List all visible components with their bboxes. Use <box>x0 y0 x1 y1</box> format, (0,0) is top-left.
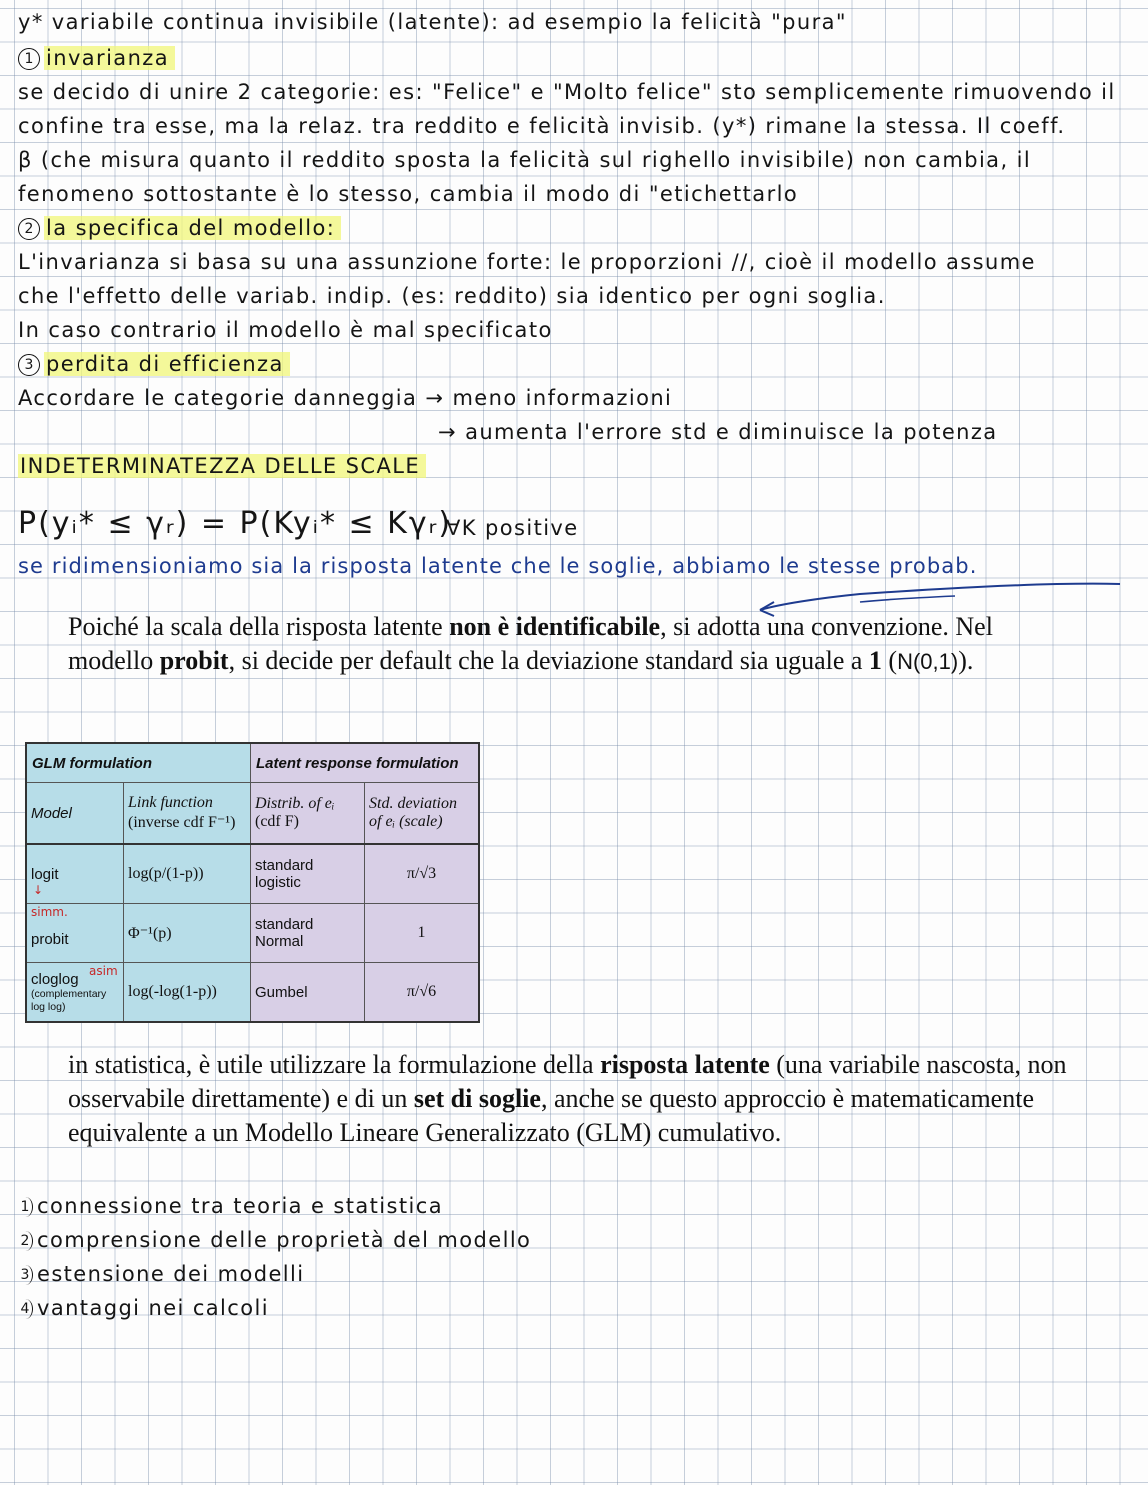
text: , si decide per default che la deviazione standard sia uguale a <box>228 646 869 675</box>
note-line: Accordare le categorie danneggia → meno informazioni <box>18 386 673 410</box>
cell-link: log(p/(1-p)) <box>124 844 251 904</box>
heading-specifica-modello <box>18 216 341 240</box>
text: standard <box>255 857 314 874</box>
heading-text: INDETERMINATEZZA DELLE SCALE <box>18 454 426 478</box>
number-circle: 2 <box>18 218 40 240</box>
text: Poiché la scala della risposta latente <box>68 612 450 641</box>
number-circle: 3 <box>18 354 40 376</box>
note-line: β (che misura quanto il reddito sposta la felicità sul righello invisibile) non cambia, il <box>18 148 1032 172</box>
cell-link: Φ⁻¹(p) <box>124 904 251 963</box>
formula-note: ∀K positive <box>446 516 579 540</box>
group-header-glm: GLM formulation <box>26 743 251 783</box>
cell-sd: 1 <box>365 904 480 963</box>
text: (una variabile nascosta, non osservabile direttamente) e di un <box>68 1050 1067 1113</box>
text: (complementary <box>31 987 107 1000</box>
col-header-distrib <box>251 783 365 845</box>
col-header-link <box>124 783 251 845</box>
text: logit <box>31 865 59 883</box>
number-bracket: 3 <box>18 1265 33 1285</box>
number-circle: 1 <box>18 48 40 70</box>
text: cloglog <box>31 970 79 988</box>
list-item <box>18 1228 531 1252</box>
text: ( <box>881 646 898 675</box>
bold-text: probit <box>159 646 229 675</box>
number-bracket: 4 <box>18 1299 33 1319</box>
annotation-asim: asim <box>89 964 118 978</box>
text: probit <box>31 930 69 948</box>
cell-distrib <box>251 844 365 904</box>
list-item <box>18 1296 269 1320</box>
text: N(0,1) <box>897 649 959 674</box>
number-bracket: 1 <box>18 1197 33 1217</box>
cell-model <box>26 904 124 963</box>
note-line: se decido di unire 2 categorie: es: "Felice" e "Molto felice" sto semplicemente rimuovendo il <box>18 80 1116 104</box>
glm-latent-table <box>25 742 480 1023</box>
note-line: confine tra esse, ma la relaz. tra reddito e felicità invisib. (y*) rimane la stessa. Il coeff. <box>18 114 1066 138</box>
text: logistic <box>255 874 301 891</box>
bold-text: 1 <box>868 646 882 675</box>
paragraph-latent-formulation <box>68 1048 1068 1150</box>
note-line: fenomeno sottostante è lo stesso, cambia il modo di "etichettarlo <box>18 182 799 206</box>
group-header-latent: Latent response formulation <box>251 743 480 783</box>
cell-distrib <box>251 904 365 963</box>
table-row <box>26 844 479 904</box>
list-item-text: estensione dei modelli <box>37 1262 305 1286</box>
list-item <box>18 1262 304 1286</box>
note-line: L'invarianza si basa su una assunzione forte: le proporzioni //, cioè il modello assume <box>18 250 1036 274</box>
text: ). <box>958 646 974 675</box>
text: in statistica, è utile utilizzare la formulazione della <box>68 1050 601 1079</box>
heading-text: invarianza <box>44 46 175 70</box>
text: (inverse cdf F⁻¹) <box>128 814 236 831</box>
list-item-text: comprensione delle proprietà del modello <box>37 1228 532 1252</box>
paragraph-scale-convention <box>68 610 1068 679</box>
list-item-text: vantaggi nei calcoli <box>37 1296 269 1320</box>
heading-text: perdita di efficienza <box>44 352 290 376</box>
bold-text: non è identificabile <box>449 612 661 641</box>
cell-sd: π/√3 <box>365 844 480 904</box>
heading-text: la specifica del modello: <box>44 216 341 240</box>
cell-distrib <box>251 963 365 1023</box>
annotation-simm: simm. <box>31 905 68 919</box>
heading-perdita-efficienza <box>18 352 290 376</box>
text: Normal <box>255 933 304 950</box>
text: Gumbel <box>255 983 308 1001</box>
text: Std. deviation <box>369 795 457 812</box>
annotation-arrow-down: ↓ <box>33 883 44 897</box>
list-item <box>18 1194 443 1218</box>
text: of eᵢ (scale) <box>369 813 443 830</box>
list-item-text: connessione tra teoria e statistica <box>37 1194 443 1218</box>
text: Link function <box>128 794 213 811</box>
note-line: → aumenta l'errore std e diminuisce la potenza <box>438 420 998 444</box>
bold-text: set di soglie <box>413 1084 541 1113</box>
number-bracket: 2 <box>18 1231 33 1251</box>
formula-scale: P(yᵢ* ≤ γᵣ) = P(Kyᵢ* ≤ Kγᵣ) <box>18 506 453 541</box>
text: , si adotta una convenzione. Nel modello <box>68 612 993 675</box>
text: (cdf F) <box>255 813 299 830</box>
note-line: In caso contrario il modello è mal specificato <box>18 318 553 342</box>
col-header-model: Model <box>26 783 124 845</box>
cell-model <box>26 963 124 1023</box>
heading-invarianza <box>18 46 175 70</box>
table-row <box>26 904 479 963</box>
text: log log) <box>31 1000 66 1013</box>
table-row <box>26 963 479 1023</box>
text: Distrib. of eᵢ <box>255 795 335 812</box>
text: standard <box>255 916 314 933</box>
note-line-rescale: se ridimensioniamo sia la risposta latente che le soglie, abbiamo le stesse probab. <box>18 554 978 578</box>
col-header-sd <box>365 783 480 845</box>
bold-text: risposta latente <box>600 1050 770 1079</box>
note-line-latent-variable: y* variabile continua invisibile (latente): ad esempio la felicità "pura" <box>18 10 847 34</box>
cell-sd: π/√6 <box>365 963 480 1023</box>
cell-link: log(-log(1-p)) <box>124 963 251 1023</box>
cell-model <box>26 844 124 904</box>
heading-indeterminatezza <box>18 454 426 478</box>
note-line: che l'effetto delle variab. indip. (es: reddito) sia identico per ogni soglia. <box>18 284 886 308</box>
text: , anche se questo approccio è matematicamente equivalente a un Modello Lineare Generalizzato (GLM) cumulativo. <box>68 1084 1034 1147</box>
